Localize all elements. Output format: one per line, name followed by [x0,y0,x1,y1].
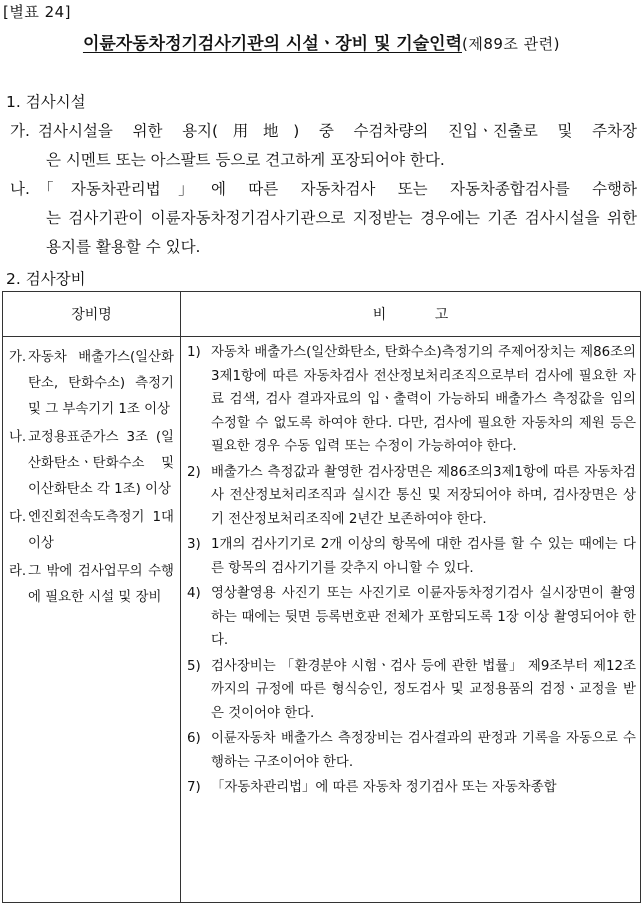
remark-item [187,655,636,726]
remark-marker: 3) [187,537,201,552]
equipment-item [9,505,174,557]
equipment-marker: 다. [9,510,27,525]
remark-item [187,582,636,653]
equipment-list-cell [3,337,181,903]
equipment-marker: 라. [9,564,27,579]
remark-marker: 4) [187,586,201,601]
equipment-table [2,291,641,903]
equipment-text: 그 밖에 검사업무의 수행에 필요한 시설 및 장비 [28,564,174,605]
equipment-text: 자동차 배출가스(일산화탄소, 탄화수소) 측정기 및 그 부속기기 1조 이상 [28,350,174,417]
remark-text: 이륜자동차 배출가스 측정장비는 검사결과의 판정과 기록을 자동으로 수행하는 구조이어야 한다. [211,731,636,770]
remark-marker: 1) [187,345,201,360]
equipment-marker: 가. [9,350,27,365]
item-line1: 검사시설을 위한 용지(用地) 중 수검차량의 진입ㆍ진출로 및 주차장 [38,122,637,140]
remark-item [187,533,636,580]
annex-tag: [별표 24] [3,3,72,21]
table-row [3,337,641,903]
equipment-item [9,559,174,611]
equipment-item [9,425,174,503]
remark-text: 영상촬영용 사진기 또는 사진기로 이륜자동차정기검사 실시장면이 촬영하는 때에는 뒷면 등록번호판 전체가 포함되도록 1장 이상 촬영되어야 한다. [211,586,636,648]
remark-text: 1개의 검사기기로 2개 이상의 항목에 대한 검사를 할 수 있는 때에는 다른 항목의 검사기기를 갖추지 아니할 수 있다. [211,537,636,576]
section-heading-equipment: 2. 검사장비 [6,270,86,288]
remark-marker: 6) [187,731,201,746]
facility-item-ga [10,117,637,175]
equipment-item [9,345,174,423]
remark-item [187,341,636,459]
remark-text: 배출가스 측정값과 촬영한 검사장면은 제86조의3제1항에 따른 자동차검사 전산정보처리조직과 실시간 통신 및 저장되어야 하며, 검사장면은 상기 전산정보처리조직에 2년간 보존하여야 한다. [211,464,636,527]
item-marker: 가. [10,122,30,140]
section-heading-facilities: 1. 검사시설 [6,93,86,111]
table-header-row [3,292,641,337]
remark-text: 검사장비는 「환경분야 시험ㆍ검사 등에 관한 법률」 제9조부터 제12조까지의 규정에 따른 형식승인, 정도검사 및 교정용품의 검정ㆍ교정을 받은 것이어야 한다. [211,658,636,721]
remark-item [187,776,636,800]
remark-item [187,461,636,532]
remark-marker: 7) [187,780,201,795]
document-title [0,32,643,56]
equipment-text: 교정용표준가스 3조 (일산화탄소ㆍ탄화수소 및 이산화탄소 각 1조) 이상 [28,430,174,497]
equipment-text: 엔진회전속도측정기 1대 이상 [28,510,174,551]
item-continuation: 은 시멘트 또는 아스팔트 등으로 견고하게 포장되어야 한다. [46,151,445,169]
remark-text: 자동차 배출가스(일산화탄소, 탄화수소)측정기의 주제어장치는 제86조의3제1항에 따른 자동차검사 전산정보처리조직으로부터 검사에 필요한 자료 검색, 검사 결과자료의 입ㆍ출력이 가능하되 배출가스 측정값을 임의수정할 수 없도록 하여야 한다. 다만, 검사에 필요한 자동차의 제원 등은 필요한 경우 수동 입력 또는 수정이 가능하여야 한다. [211,345,636,454]
remarks-cell [181,337,641,903]
column-header-remarks: 비 고 [181,292,641,337]
facility-item-na [10,175,637,262]
remark-item [187,727,636,774]
title-reference: (제89조 관련) [462,35,561,53]
column-header-equipment: 장비명 [3,292,181,337]
remark-text: 「자동차관리법」에 따른 자동차 정기검사 또는 자동차종합 [211,780,557,795]
item-line1: 「자동차관리법」에 따른 자동차검사 또는 자동차종합검사를 수행하 [38,180,637,198]
item-marker: 나. [10,180,30,198]
title-main: 이륜자동차정기검사기관의 시설ㆍ장비 및 기술인력 [82,34,462,54]
remark-marker: 2) [187,464,201,480]
equipment-marker: 나. [9,430,27,445]
remark-marker: 5) [187,658,201,674]
item-continuation: 는 검사기관이 이륜자동차정기검사기관으로 지정받는 경우에는 기존 검사시설을 위한 용지를 활용할 수 있다. [46,209,637,256]
